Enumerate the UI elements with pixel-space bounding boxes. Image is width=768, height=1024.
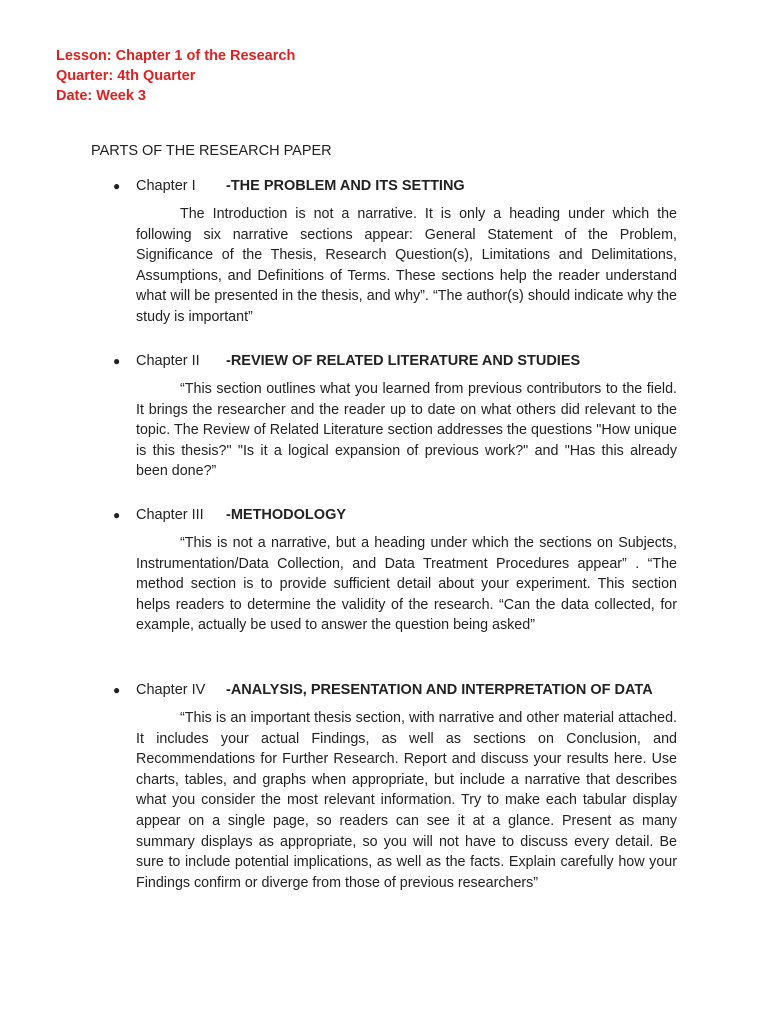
- quarter-line: Quarter: 4th Quarter: [56, 68, 196, 84]
- chapter-heading: [113, 351, 683, 371]
- lesson-header: [56, 46, 295, 106]
- chapter-heading: [113, 680, 683, 700]
- chapter-topic: -REVIEW OF RELATED LITERATURE AND STUDIES: [226, 353, 581, 369]
- chapter-paragraph: The Introduction is not a narrative. It is only a heading under which the following six narrative sections appear: General Statement of the Problem, Significance of the Thesis, Research Question(s), Limitations and Delimitations, Assumptions, and Definitions of Terms. These sections help the reader understand what will be presented in the thesis, and why”. “The author(s) should indicate why the study is important”: [136, 206, 677, 325]
- chapter-label: Chapter I: [136, 178, 196, 194]
- bullet-icon: ●: [113, 508, 121, 522]
- bullet-icon: ●: [113, 683, 121, 697]
- chapter-section-3: [113, 505, 683, 634]
- chapter-paragraph: “This section outlines what you learned from previous contributors to the field. It brings the researcher and the reader up to date on what others did relevant to the topic. The Review of Related Literature section addresses the questions "How unique is this thesis?" "Is it a logical expansion of previous work?" and "Has this already been done?”: [136, 381, 677, 480]
- chapter-heading: [113, 176, 683, 196]
- chapter-label: Chapter II: [136, 353, 200, 369]
- lesson-line: Lesson: Chapter 1 of the Research: [56, 48, 296, 64]
- chapter-topic: -THE PROBLEM AND ITS SETTING: [226, 178, 465, 194]
- page-title: PARTS OF THE RESEARCH PAPER: [91, 143, 332, 159]
- date-line: Date: Week 3: [56, 88, 146, 104]
- bullet-icon: ●: [113, 179, 121, 193]
- chapter-section-1: [113, 176, 683, 325]
- chapter-heading: [113, 505, 683, 525]
- chapter-paragraph: “This is an important thesis section, with narrative and other material attached. It includes your actual Findings, as well as sections on Conclusion, and Recommendations for Further Research. Report and discuss your results here. Use charts, tables, and graphs when appropriate, but include a narrative that describes what you consider the most relevant information. Try to make each tabular display appear on a single page, so readers can see it at a glance. Present as many summary displays as appropriate, so you will not have to discuss every detail. Be sure to include potential implications, as well as the facts. Explain carefully how your Findings confirm or diverge from those of previous researchers”: [136, 710, 677, 891]
- chapter-section-2: [113, 351, 683, 480]
- chapter-topic: -ANALYSIS, PRESENTATION AND INTERPRETATION OF DATA: [226, 682, 653, 698]
- bullet-icon: ●: [113, 354, 121, 368]
- chapter-section-4: [113, 680, 683, 891]
- chapter-topic: -METHODOLOGY: [226, 507, 347, 523]
- chapter-label: Chapter III: [136, 507, 204, 523]
- chapter-label: Chapter IV: [136, 682, 206, 698]
- chapter-paragraph: “This is not a narrative, but a heading under which the sections on Subjects, Instrumentation/Data Collection, and Data Treatment Procedures appear” . “The method section is to provide sufficient detail about your experiment. This section helps readers to determine the validity of the research. “Can the data collected, for example, actually be used to answer the question being asked”: [136, 535, 677, 634]
